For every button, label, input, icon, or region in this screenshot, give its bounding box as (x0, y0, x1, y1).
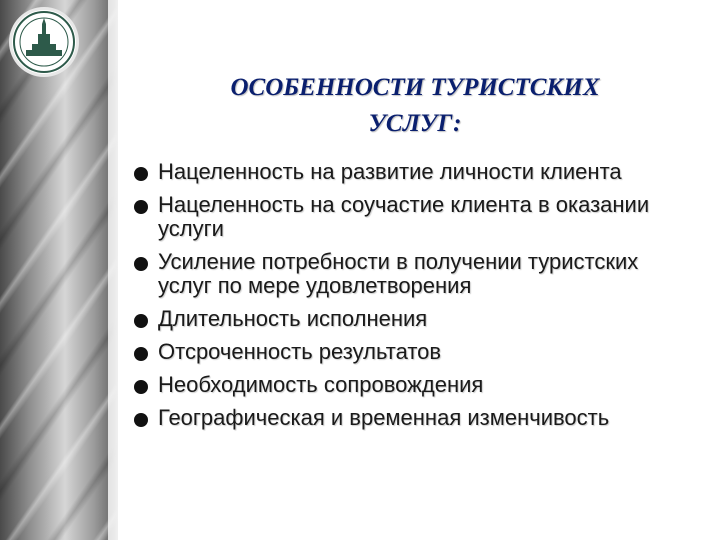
bullet-item (130, 307, 690, 331)
bullet-item (130, 406, 690, 430)
decorative-side-strip (0, 0, 118, 540)
bullet-dot-icon (134, 347, 148, 361)
bullet-dot-icon (134, 314, 148, 328)
university-emblem-icon (12, 10, 76, 74)
bullet-dot-icon (134, 257, 148, 271)
slide-title (150, 70, 680, 142)
slide-title-line-2: УСЛУГ: (368, 110, 462, 137)
bullet-text: Длительность исполнения (158, 306, 428, 331)
bullet-text: Нацеленность на соучастие клиента в оказании услуги (158, 192, 650, 241)
bullet-item (130, 193, 690, 241)
bullet-dot-icon (134, 167, 148, 181)
bullet-dot-icon (134, 200, 148, 214)
bullet-text: Нацеленность на развитие личности клиента (158, 159, 622, 184)
bullet-list (130, 160, 690, 439)
bullet-item (130, 340, 690, 364)
bullet-dot-icon (134, 413, 148, 427)
bullet-text: Необходимость сопровождения (158, 372, 484, 397)
bullet-item (130, 373, 690, 397)
bullet-item (130, 160, 690, 184)
bullet-text: Географическая и временная изменчивость (158, 405, 610, 430)
slide-title-line-1: ОСОБЕННОСТИ ТУРИСТСКИХ (230, 74, 600, 101)
bullet-item (130, 250, 690, 298)
bullet-text: Усиление потребности в получении туристских услуг по мере удовлетворения (158, 249, 639, 298)
bullet-dot-icon (134, 380, 148, 394)
bullet-text: Отсроченность результатов (158, 339, 442, 364)
